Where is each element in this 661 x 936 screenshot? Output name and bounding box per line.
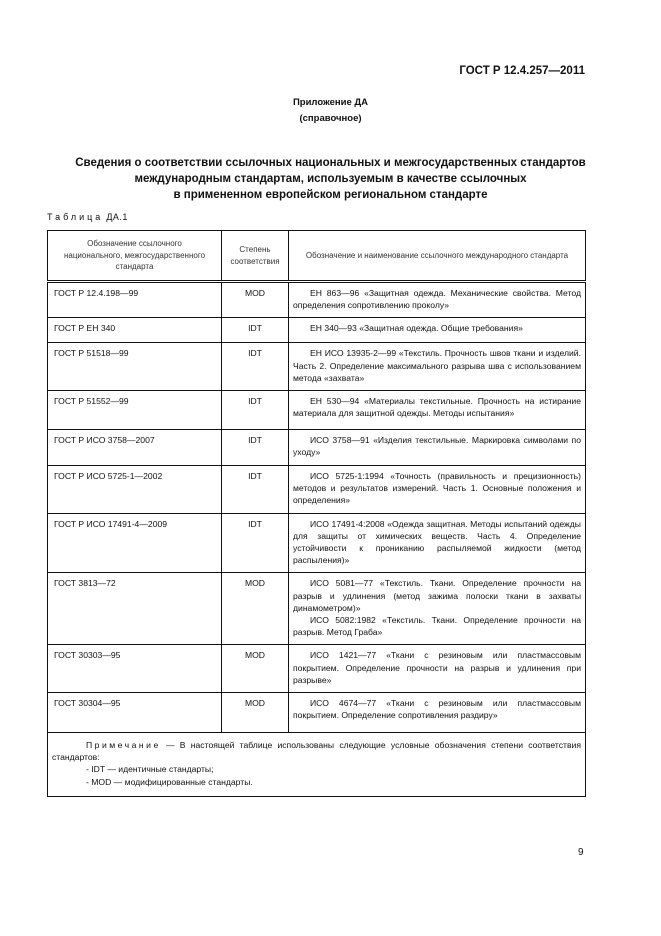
international-standard-text: ИСО 5081—77 «Текстиль. Ткани. Определение прочности на разрыв и удлинения (метод зажима полоски ткани в захваты динамометром)» bbox=[293, 578, 581, 613]
table-row bbox=[48, 466, 586, 514]
international-standard-cell bbox=[289, 693, 586, 733]
national-standard-cell: ГОСТ 30303—95 bbox=[48, 645, 222, 693]
international-standard-text: ЕН 530—94 «Материалы текстильные. Прочность на истирание материала для защитной одежды. Методы испытания» bbox=[293, 396, 581, 419]
appendix-heading bbox=[0, 95, 661, 127]
international-standard-cell bbox=[289, 430, 586, 466]
national-standard-cell: ГОСТ 30304—95 bbox=[48, 693, 222, 733]
table-row bbox=[48, 513, 586, 573]
national-standard-cell: ГОСТ Р ИСО 5725-1—2002 bbox=[48, 466, 222, 514]
degree-cell: IDT bbox=[222, 430, 289, 466]
appendix-title: Приложение ДА bbox=[292, 97, 369, 108]
degree-cell: IDT bbox=[222, 391, 289, 430]
degree-cell: MOD bbox=[222, 573, 289, 645]
national-standard-cell: ГОСТ Р ИСО 3758—2007 bbox=[48, 430, 222, 466]
national-standard-cell: ГОСТ Р ЕН 340 bbox=[48, 318, 222, 343]
international-standard-cell bbox=[289, 391, 586, 430]
national-standard-cell: ГОСТ Р 51518—99 bbox=[48, 343, 222, 391]
table-row bbox=[48, 391, 586, 430]
appendix-subtitle: (справочное) bbox=[299, 113, 362, 124]
international-standard-cell bbox=[289, 343, 586, 391]
column-header-international: Обозначение и наименование ссылочного международного стандарта bbox=[289, 231, 586, 282]
degree-cell: MOD bbox=[222, 645, 289, 693]
international-standard-cell bbox=[289, 282, 586, 318]
degree-cell: IDT bbox=[222, 466, 289, 514]
note-label: Примечание bbox=[86, 740, 161, 751]
degree-cell: IDT bbox=[222, 318, 289, 343]
table-note-row bbox=[48, 733, 586, 797]
table-caption bbox=[47, 212, 128, 222]
international-standard-cell bbox=[289, 645, 586, 693]
international-standard-cell bbox=[289, 513, 586, 573]
international-standard-text: ИСО 3758—91 «Изделия текстильные. Маркировка символами по уходу» bbox=[293, 435, 581, 458]
section-heading bbox=[40, 155, 621, 203]
table-row bbox=[48, 343, 586, 391]
international-standard-text: ИСО 5082:1982 «Текстиль. Ткани. Определение прочности на разрыв. Метод Граба» bbox=[293, 615, 581, 638]
international-standard-cell bbox=[289, 573, 586, 645]
note-item: - MOD — модифицированные стандарты. bbox=[86, 776, 253, 787]
table-row bbox=[48, 645, 586, 693]
international-standard-text: ИСО 4674—77 «Ткани с резиновым или пластмассовым покрытием. Определение сопротивления раздиру» bbox=[293, 698, 581, 721]
international-standard-cell bbox=[289, 318, 586, 343]
table-row bbox=[48, 573, 586, 645]
heading-line: Сведения о соответствии ссылочных национальных и межгосударственных стандартов bbox=[75, 157, 586, 169]
national-standard-cell: ГОСТ Р ИСО 17491-4—2009 bbox=[48, 513, 222, 573]
national-standard-cell: ГОСТ 3813—72 bbox=[48, 573, 222, 645]
degree-cell: IDT bbox=[222, 343, 289, 391]
table-header-row bbox=[48, 231, 586, 282]
column-header-national: Обозначение ссылочного национального, межгосударственного стандарта bbox=[48, 231, 222, 282]
page-number: 9 bbox=[578, 847, 584, 858]
international-standard-text: ИСО 5725-1:1994 «Точность (правильность и прецизионность) методов и результатов измерений. Часть 1. Основные положения и определения» bbox=[293, 471, 581, 506]
national-standard-cell: ГОСТ Р 12.4.198—99 bbox=[48, 282, 222, 318]
column-header-degree: Степень соответствия bbox=[222, 231, 289, 282]
table-caption-id: ДА.1 bbox=[106, 212, 128, 222]
national-standard-cell: ГОСТ Р 51552—99 bbox=[48, 391, 222, 430]
degree-cell: IDT bbox=[222, 513, 289, 573]
heading-line: в примененном европейском региональном стандарте bbox=[173, 189, 488, 201]
table-caption-word: Таблица bbox=[47, 212, 104, 222]
international-standard-text: ИСО 1421—77 «Ткани с резиновым или пластмассовым покрытием. Определение прочности на разрыв и удлинения при разрыве» bbox=[293, 650, 581, 685]
degree-cell: MOD bbox=[222, 282, 289, 318]
note-text: — В настоящей таблице использованы следующие условные обозначения степени соответствия стандартов: bbox=[52, 740, 581, 763]
table-row bbox=[48, 693, 586, 733]
standards-table bbox=[47, 230, 586, 797]
international-standard-text: ЕН 863—96 «Защитная одежда. Механические свойства. Метод определения сопротивлению проколу» bbox=[293, 288, 581, 311]
document-code: ГОСТ Р 12.4.257—2011 bbox=[459, 65, 585, 77]
table-row bbox=[48, 318, 586, 343]
international-standard-text: ИСО 17491-4:2008 «Одежда защитная. Методы испытаний одежды для защиты от химических веществ. Часть 4. Определение устойчивости к прониканию распыляемой жидкости (метод распыления)» bbox=[293, 518, 581, 566]
international-standard-text: ЕН 340—93 «Защитная одежда. Общие требования» bbox=[310, 323, 523, 334]
table-row bbox=[48, 282, 586, 318]
international-standard-cell bbox=[289, 466, 586, 514]
degree-cell: MOD bbox=[222, 693, 289, 733]
note-item: - IDT — идентичные стандарты; bbox=[86, 764, 214, 775]
heading-line: международным стандартам, используемым в качестве ссылочных bbox=[134, 173, 527, 185]
international-standard-text: ЕН ИСО 13935-2—99 «Текстиль. Прочность швов ткани и изделий. Часть 2. Определение максимального разрыва шва с использованием метода «захвата» bbox=[293, 348, 581, 383]
table-row bbox=[48, 430, 586, 466]
table-note bbox=[48, 733, 586, 797]
